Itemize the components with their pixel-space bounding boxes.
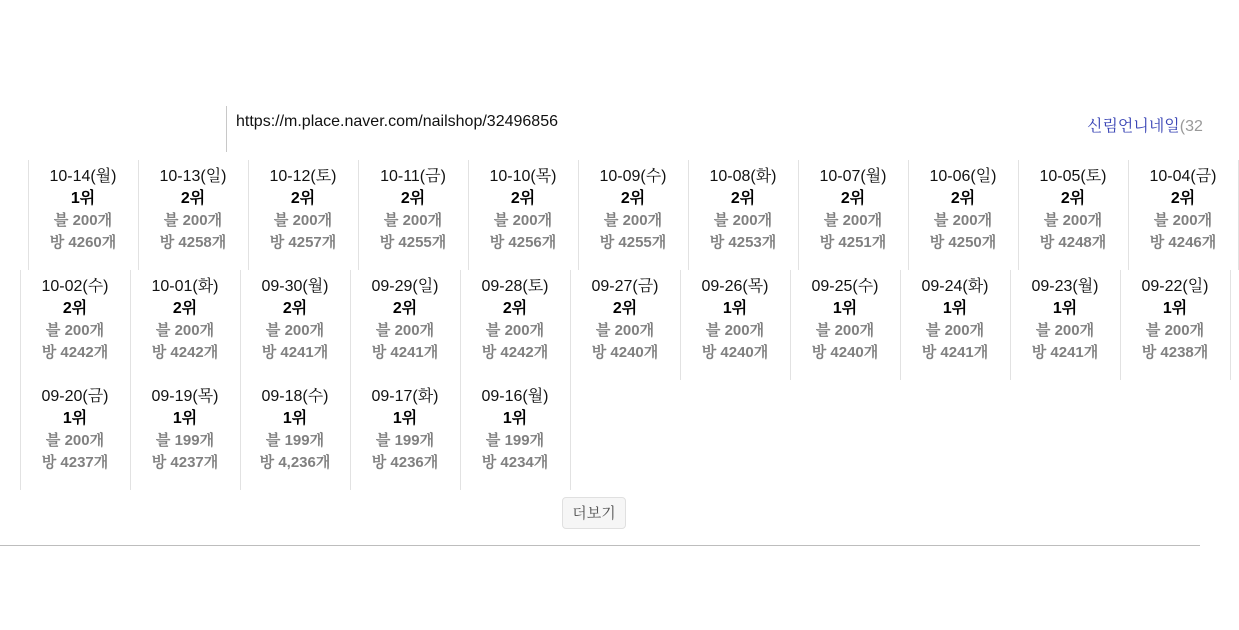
cell-date: 10-01(화) [151,278,219,295]
rank-cell [688,160,799,270]
cell-date: 10-06(일) [929,168,997,185]
cell-rank: 1위 [942,300,968,317]
cell-visit: 방 4241개 [1031,344,1099,361]
cell-rank: 1위 [392,410,418,427]
cell-blog: 블 200개 [155,322,215,339]
bottom-divider [0,545,1200,546]
cell-date: 09-22(일) [1141,278,1209,295]
cell-rank: 1위 [1162,300,1188,317]
cell-date: 10-02(수) [41,278,109,295]
cell-visit: 방 4255개 [599,234,667,251]
cell-blog: 블 200개 [163,212,223,229]
cell-rank: 2위 [290,190,316,207]
rank-cell [138,160,249,270]
rank-cell [900,270,1011,380]
rank-cell [468,160,579,270]
cell-blog: 블 200개 [705,322,765,339]
rank-cell [358,160,469,270]
rank-cell [20,380,131,490]
cell-visit: 방 4,236개 [259,454,331,471]
cell-visit: 방 4246개 [1149,234,1217,251]
cell-blog: 블 200개 [823,212,883,229]
cell-date [0,160,28,188]
cell-rank: 2위 [730,190,756,207]
cell-rank: 2위 [282,300,308,317]
cell-blog: 블 200개 [53,212,113,229]
url-row [0,97,1203,152]
cell-blog: 블 200개 [713,212,773,229]
cell-blog: 블 200개 [45,322,105,339]
cell-date [0,270,20,298]
cell-blog: 블 199개 [265,432,325,449]
cell-blog: 블 200개 [485,322,545,339]
rank-cell [460,270,571,380]
rank-cell [0,160,29,270]
cell-visit: 방 4241개 [921,344,989,361]
cell-visit: 방 4241개 [261,344,329,361]
cell-date: 10-05(토) [1039,168,1107,185]
cell-visit: 방 4236개 [371,454,439,471]
place-url: https://m.place.naver.com/nailshop/32496856 [236,113,558,130]
cell-rank: 1위 [1052,300,1078,317]
cell-blog: 블 200개 [1035,322,1095,339]
cell-date: 09-30(월) [261,278,329,295]
cell-blog: 블 200개 [45,432,105,449]
rank-cell [20,270,131,380]
rank-cell [460,380,571,490]
cell-visit: 방 4240개 [811,344,879,361]
cell-visit: 방 4240개 [591,344,659,361]
cell-blog: 블 200개 [925,322,985,339]
cell-rank: 2위 [1170,190,1196,207]
cell-visit: 방 4256개 [489,234,557,251]
rank-cell [240,270,351,380]
rank-cell [1128,160,1239,270]
cell-date: 10-12(토) [269,168,337,185]
cell-date: 09-25(수) [811,278,879,295]
cell-visit: 방 4255개 [379,234,447,251]
rank-cell [0,270,21,380]
cell-date: 09-24(화) [921,278,989,295]
rank-cell [578,160,689,270]
cell-date: 09-16(월) [481,388,549,405]
cell-rank: 2위 [612,300,638,317]
cell-visit: 방 4257개 [269,234,337,251]
rank-cell [130,380,241,490]
cell-visit: 방 4242개 [151,344,219,361]
rank-cell [680,270,791,380]
rank-cell [798,160,909,270]
cell-date: 09-27(금) [591,278,659,295]
cell-blog: 블 199개 [375,432,435,449]
cell-visit: 방 4248개 [1039,234,1107,251]
cell-rank: 2위 [1060,190,1086,207]
shop-id-suffix: (32 [1179,118,1203,135]
cell-date: 10-09(수) [599,168,667,185]
cell-date: 10-04(금) [1149,168,1217,185]
cell-visit: 방 4242개 [41,344,109,361]
cell-date: 10-13(일) [159,168,227,185]
cell-rank: 1위 [282,410,308,427]
cell-date: 09-17(화) [371,388,439,405]
cell-rank: 2위 [620,190,646,207]
shop-name: 신림언니네일 [1087,118,1180,135]
cell-rank: 1위 [832,300,858,317]
cell-visit: 방 4250개 [929,234,997,251]
cell-blog: 블 200개 [1153,212,1213,229]
cell-rank: 2위 [950,190,976,207]
rank-cell [1018,160,1129,270]
cell-visit: 방 4237개 [151,454,219,471]
cell-date: 09-29(일) [371,278,439,295]
cell-rank: 2위 [392,300,418,317]
rank-cell [248,160,359,270]
cell-blog: 블 200개 [383,212,443,229]
cell-rank: 2위 [510,190,536,207]
rank-cell [28,160,139,270]
cell-date: 10-07(월) [819,168,887,185]
cell-blog: 블 200개 [273,212,333,229]
cell-rank: 1위 [502,410,528,427]
cell-rank: 2위 [400,190,426,207]
column-divider [226,106,227,152]
cell-visit: 방 4241개 [371,344,439,361]
cell-date: 09-18(수) [261,388,329,405]
cell-blog: 블 200개 [265,322,325,339]
rank-cell [790,270,901,380]
cell-blog: 블 200개 [1043,212,1103,229]
cell-blog: 블 200개 [1145,322,1205,339]
cell-rank: 2위 [172,300,198,317]
cell-date: 09-28(토) [481,278,549,295]
rank-cell [908,160,1019,270]
cell-date: 10-08(화) [709,168,777,185]
cell-visit: 방 4260개 [49,234,117,251]
cell-rank: 2위 [180,190,206,207]
rank-cell [130,270,241,380]
cell-rank: 1위 [722,300,748,317]
cell-visit: 방 4237개 [41,454,109,471]
cell-rank: 2위 [62,300,88,317]
rank-cell [0,380,21,490]
rank-cell [240,380,351,490]
cell-rank: 1위 [172,410,198,427]
cell-visit: 방 4253개 [709,234,777,251]
cell-blog: 블 200개 [933,212,993,229]
rank-cell [1010,270,1121,380]
shop-name-link[interactable] [1087,113,1203,136]
cell-blog: 블 200개 [815,322,875,339]
cell-visit: 방 4238개 [1141,344,1209,361]
cell-visit: 방 4251개 [819,234,887,251]
cell-blog: 블 200개 [375,322,435,339]
cell-date: 09-23(월) [1031,278,1099,295]
cell-visit: 방 4240개 [701,344,769,361]
cell-date: 10-10(목) [489,168,557,185]
cell-rank: 2위 [502,300,528,317]
rank-cell [350,270,461,380]
cell-date: 09-19(목) [151,388,219,405]
cell-visit: 방 4242개 [481,344,549,361]
cell-visit: 방 4234개 [481,454,549,471]
cell-date [0,380,20,408]
rank-cell [350,380,461,490]
cell-date: 10-11(금) [380,168,446,185]
cell-rank: 2위 [840,190,866,207]
cell-blog: 블 199개 [485,432,545,449]
cell-rank: 1위 [70,190,96,207]
cell-blog: 블 199개 [155,432,215,449]
cell-blog: 블 200개 [595,322,655,339]
cell-blog: 블 200개 [493,212,553,229]
rank-cell [1120,270,1231,380]
cell-date: 09-20(금) [41,388,109,405]
cell-blog: 블 200개 [603,212,663,229]
rank-cell [570,270,681,380]
cell-date: 10-14(월) [49,168,117,185]
cell-date: 09-26(목) [701,278,769,295]
cell-visit: 방 4258개 [159,234,227,251]
cell-rank: 1위 [62,410,88,427]
more-button[interactable]: 더보기 [562,497,626,529]
